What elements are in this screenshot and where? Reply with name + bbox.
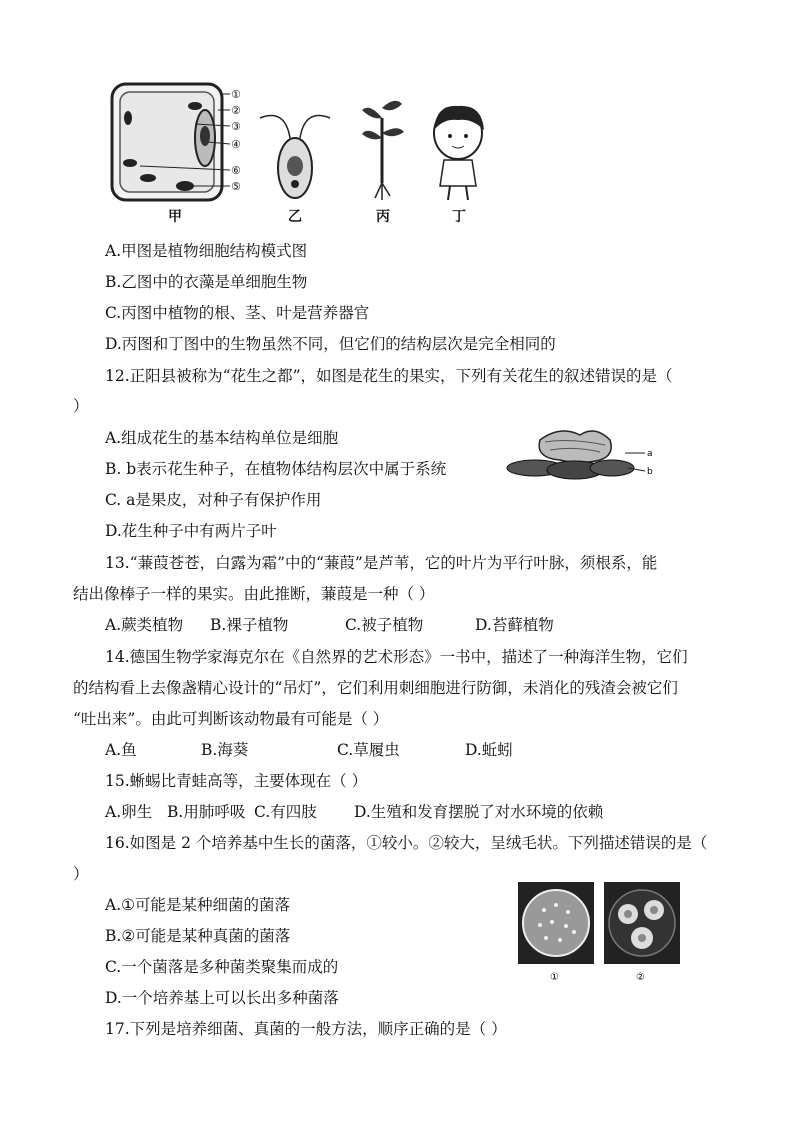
q15-stem: 15.蜥蜴比青蛙高等，主要体现在（ ） bbox=[105, 772, 368, 790]
petri-dishes-illustration bbox=[516, 880, 682, 985]
q14-options bbox=[105, 740, 513, 760]
q13-option-c: C.被子植物 bbox=[345, 616, 424, 634]
chlamydomonas-diagram bbox=[260, 116, 330, 199]
q11-option-c: C.丙图中植物的根、茎、叶是营养器官 bbox=[105, 304, 370, 322]
girl-drawing bbox=[434, 106, 484, 200]
q12-stem: 12.正阳县被称为“花生之都”，如图是花生的果实，下列有关花生的叙述错误的是（ bbox=[105, 367, 673, 385]
q12-option-c: C. a是果皮，对种子有保护作用 bbox=[105, 491, 322, 509]
q15-option-b: B.用肺呼吸 bbox=[167, 803, 246, 821]
peanut-figure bbox=[500, 420, 660, 490]
q14-option-d: D.蚯蚓 bbox=[465, 741, 513, 759]
figure-label-ding: 丁 bbox=[452, 209, 466, 225]
q16-option-c: C.一个菌落是多种菌类聚集而成的 bbox=[105, 958, 339, 976]
colony-figure bbox=[516, 880, 682, 985]
figure-label-bing: 丙 bbox=[376, 209, 390, 225]
q14-stem-line1: 14.德国生物学家海克尔在《自然界的艺术形态》一书中，描述了一种海洋生物，它们 bbox=[105, 648, 688, 666]
part-4-label: ④ bbox=[231, 138, 241, 151]
top-figure bbox=[100, 78, 500, 228]
part-3-label: ③ bbox=[231, 120, 241, 133]
q12-stem-end: ） bbox=[73, 397, 89, 415]
q16-option-b: B.②可能是某种真菌的菌落 bbox=[105, 927, 291, 945]
q13-option-d: D.苔藓植物 bbox=[475, 616, 554, 634]
q16-option-d: D.一个培养基上可以长出多种菌落 bbox=[105, 989, 339, 1007]
q16-option-a: A.①可能是某种细菌的菌落 bbox=[105, 896, 291, 914]
q12-option-d: D.花生种子中有两片子叶 bbox=[105, 522, 277, 540]
q14-option-b: B.海葵 bbox=[201, 741, 249, 759]
peanut-label-b: b bbox=[647, 467, 653, 477]
q14-stem-line3: “吐出来”。由此可判断该动物最有可能是（ ） bbox=[73, 710, 389, 728]
q15-option-d: D.生殖和发育摆脱了对水环境的依赖 bbox=[354, 803, 604, 821]
peanut-label-a: a bbox=[647, 449, 653, 459]
q14-option-a: A.鱼 bbox=[105, 741, 137, 759]
dish-label-2: ② bbox=[636, 972, 645, 983]
peanut-illustration bbox=[500, 420, 660, 490]
part-2-label: ② bbox=[231, 104, 241, 117]
q15-options bbox=[105, 802, 603, 822]
q16-stem-end: ） bbox=[73, 865, 89, 883]
part-1-label: ① bbox=[231, 88, 241, 101]
part-5-label: ⑤ bbox=[231, 180, 241, 193]
q13-stem-line2: 结出像棒子一样的果实。由此推断，蒹葭是一种（ ） bbox=[73, 585, 435, 603]
q16-stem: 16.如图是 2 个培养基中生长的菌落，①较小。②较大，呈绒毛状。下列描述错误的是（ bbox=[105, 834, 708, 852]
q11-option-b: B.乙图中的衣藻是单细胞生物 bbox=[105, 273, 308, 291]
q11-option-d: D.丙图和丁图中的生物虽然不同，但它们的结构层次是完全相同的 bbox=[105, 335, 556, 353]
part-6-label: ⑥ bbox=[231, 164, 241, 177]
plant-drawing bbox=[362, 101, 404, 200]
q14-stem-line2: 的结构看上去像盏精心设计的“吊灯”，它们利用刺细胞进行防御，未消化的残渣会被它们 bbox=[73, 679, 678, 697]
plant-cell-diagram bbox=[112, 84, 230, 200]
q15-option-c: C.有四肢 bbox=[254, 803, 317, 821]
figure-label-yi: 乙 bbox=[288, 209, 302, 225]
q12-option-b: B. b表示花生种子，在植物体结构层次中属于系统 bbox=[105, 460, 447, 478]
q17-stem: 17.下列是培养细菌、真菌的一般方法，顺序正确的是（ ） bbox=[105, 1020, 507, 1038]
q13-option-b: B.裸子植物 bbox=[210, 616, 289, 634]
q13-options bbox=[105, 615, 554, 635]
q13-stem-line1: 13.“蒹葭苍苍，白露为霜”中的“蒹葭”是芦苇，它的叶片为平行叶脉，须根系，能 bbox=[105, 554, 658, 572]
q11-option-a: A.甲图是植物细胞结构模式图 bbox=[105, 242, 308, 260]
q13-option-a: A.蕨类植物 bbox=[105, 616, 184, 634]
q12-option-a: A.组成花生的基本结构单位是细胞 bbox=[105, 429, 339, 447]
figure-label-jia: 甲 bbox=[168, 209, 182, 225]
dish-label-1: ① bbox=[550, 972, 559, 983]
q15-option-a: A.卵生 bbox=[105, 803, 153, 821]
q14-option-c: C.草履虫 bbox=[337, 741, 400, 759]
